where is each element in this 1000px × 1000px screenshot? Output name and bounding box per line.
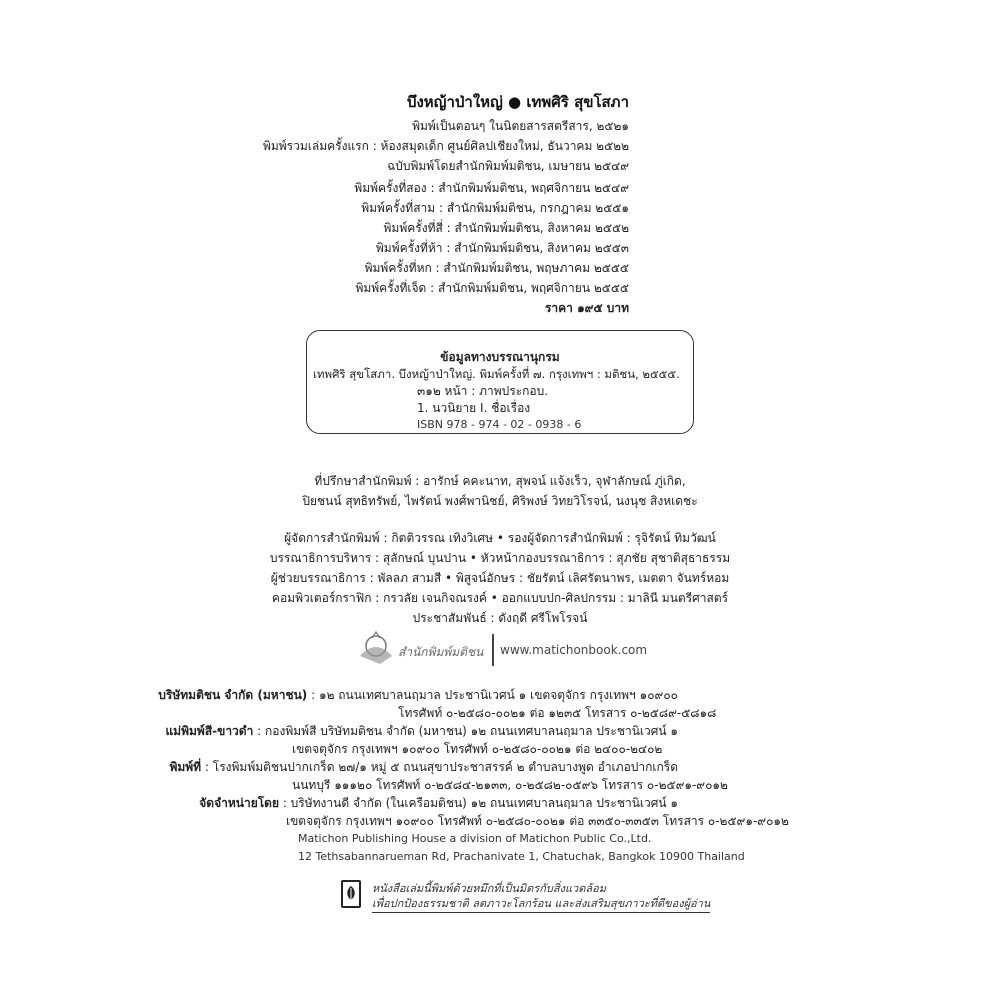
catalog-entry: เทพศิริ สุขโสภา. บึงหญ้าป่าใหญ่. พิมพ์ครั้งที่ ๗. กรุงเทพฯ : มติชน, ๒๕๕๕.: [313, 367, 680, 381]
catalog-box: [306, 330, 694, 434]
dist-phone: เขตจตุจักร กรุงเทพฯ ๑๐๙๐๐ โทรศัพท์ ๐-๒๕๘๐-๐๐๒๑ ต่อ ๓๓๕๐-๓๓๕๓ โทรสาร ๐-๒๕๙๑-๙๐๑๒: [286, 814, 789, 828]
publisher-url: www.matichonbook.com: [500, 643, 648, 657]
edition-line: พิมพ์ครั้งที่สอง : สำนักพิมพ์มติชน, พฤศจิกายน ๒๕๔๙: [354, 181, 629, 195]
advisors-line: ปิยชนน์ สุทธิทรัพย์, ไพรัตน์ พงศ์พานิชย์, ศิริพงษ์ วิทยวิโรจน์, นงนุช สิงหเดชะ: [302, 494, 698, 508]
staff-line: ผู้ช่วยบรรณาธิการ : พัลลภ สามสี • พิสูจน์อักษร : ชัยรัตน์ เลิศรัตนาพร, เมตตา จันทร์หอม: [270, 571, 730, 585]
print-line: [169, 759, 678, 775]
advisors-line: ที่ปรึกษาสำนักพิมพ์ : อารักษ์ คคะนาท, สุพจน์ แจ้งเร็ว, จุฬาลักษณ์ ภู่เกิด,: [314, 474, 686, 488]
plate-phone: เขตจตุจักร กรุงเทพฯ ๑๐๙๐๐ โทรศัพท์ ๐-๒๕๘๐-๐๐๒๑ ต่อ ๒๔๐๐-๒๔๐๒: [292, 742, 663, 756]
publisher-logo: [350, 630, 486, 670]
catalog-isbn: ISBN 978 - 974 - 02 - 0938 - 6: [417, 418, 582, 431]
print-phone: นนทบุรี ๑๑๑๒๐ โทรศัพท์ ๐-๒๕๘๔-๒๑๓๓, ๐-๒๕๘๒-๐๕๙๖ โทรสาร ๐-๒๕๙๑-๙๐๑๒: [292, 778, 728, 792]
logo-divider: [492, 634, 494, 666]
english-name: Matichon Publishing House a division of Matichon Public Co.,Ltd.: [298, 832, 652, 845]
dist-line: [199, 795, 678, 811]
eco-note: เพื่อปกป้องธรรมชาติ ลดภาวะโลกร้อน และส่งเสริมสุขภาวะที่ดีของผู้อ่าน: [372, 894, 710, 913]
plate-label: แม่พิมพ์สี-ขาวดำ: [165, 724, 254, 738]
company-line: [158, 687, 678, 703]
plate-line: [165, 723, 678, 739]
edition-line: พิมพ์รวมเล่มครั้งแรก : ห้องสมุดเด็ก ศูนย์ศิลปเชียงใหม่, ธันวาคม ๒๕๒๒: [262, 139, 629, 153]
staff-line: ผู้จัดการสำนักพิมพ์ : กิตติวรรณ เทิงวิเศษ • รองผู้จัดการสำนักพิมพ์ : รุจิรัตน์ ทิมวัฒน์: [284, 531, 716, 545]
print-label: พิมพ์ที่: [169, 760, 202, 774]
dist-address: : บริษัทงานดี จำกัด (ในเครือมติชน) ๑๒ ถนนเทศบาลนฤมาล ประชานิเวศน์ ๑: [279, 796, 678, 810]
print-address: : โรงพิมพ์มติชนปากเกร็ด ๒๗/๑ หมู่ ๕ ถนนสุขาประชาสรรค์ ๒ ตำบลบางพูด อำเภอปากเกร็ด: [201, 760, 678, 774]
eco-note: หนังสือเล่มนี้พิมพ์ด้วยหมึกที่เป็นมิตรกับสิ่งแวดล้อม: [372, 882, 606, 895]
dist-label: จัดจำหน่ายโดย: [199, 796, 279, 810]
catalog-subjects: 1. นวนิยาย I. ชื่อเรื่อง: [417, 401, 531, 415]
staff-line: บรรณาธิการบริหาร : สุลักษณ์ บุนปาน • หัวหน้ากองบรรณาธิการ : สุภชัย สุชาติสุธาธรรม: [269, 551, 731, 565]
price: ราคา ๑๙๕ บาท: [544, 301, 629, 315]
edition-line: พิมพ์ครั้งที่สาม : สำนักพิมพ์มติชน, กรกฎาคม ๒๕๕๑: [361, 201, 629, 215]
company-address: : ๑๒ ถนนเทศบาลนฤมาล ประชานิเวศน์ ๑ เขตจตุจักร กรุงเทพฯ ๑๐๙๐๐: [307, 688, 678, 702]
edition-line: ฉบับพิมพ์โดยสำนักพิมพ์มติชน, เมษายน ๒๕๔๙: [387, 159, 629, 173]
logo-script: สำนักพิมพ์มติชน: [398, 645, 484, 659]
edition-line: พิมพ์ครั้งที่หก : สำนักพิมพ์มติชน, พฤษภาคม ๒๕๕๕: [364, 261, 629, 275]
edition-line: พิมพ์ครั้งที่สี่ : สำนักพิมพ์มติชน, สิงหาคม ๒๕๕๒: [383, 221, 629, 235]
company-label: บริษัทมติชน จำกัด (มหาชน): [158, 688, 308, 702]
edition-line: พิมพ์ครั้งที่ห้า : สำนักพิมพ์มติชน, สิงหาคม ๒๕๕๓: [375, 241, 629, 255]
english-address: 12 Tethsabannarueman Rd, Prachanivate 1, Chatuchak, Bangkok 10900 Thailand: [298, 850, 745, 863]
staff-line: คอมพิวเตอร์กราฟิก : กรวลัย เจนกิจณรงค์ • ออกแบบปก-ศิลปกรรม : มาลินี มนตรีศาสตร์: [271, 591, 729, 605]
staff-line: ประชาสัมพันธ์ : ดังฤดี ศรีโพโรจน์: [412, 611, 588, 625]
book-title: บึงหญ้าป่าใหญ่ ● เทพศิริ สุขโสภา: [406, 93, 629, 111]
catalog-heading: ข้อมูลทางบรรณานุกรม: [440, 350, 560, 364]
company-phone: โทรศัพท์ ๐-๒๕๘๐-๐๐๒๑ ต่อ ๑๒๓๕ โทรสาร ๐-๒๕๘๙-๕๘๑๘: [398, 706, 717, 720]
plate-address: : กองพิมพ์สี บริษัทมติชน จำกัด (มหาชน) ๑๒ ถนนเทศบาลนฤมาล ประชานิเวศน์ ๑: [253, 724, 678, 738]
edition-line: พิมพ์เป็นตอนๆ ในนิตยสารสตรีสาร, ๒๕๒๑: [412, 119, 629, 133]
recycled-book-icon: [341, 880, 361, 908]
catalog-pages: ๓๑๒ หน้า : ภาพประกอบ.: [417, 384, 549, 398]
edition-line: พิมพ์ครั้งที่เจ็ด : สำนักพิมพ์มติชน, พฤศจิกายน ๒๕๕๕: [355, 281, 629, 295]
